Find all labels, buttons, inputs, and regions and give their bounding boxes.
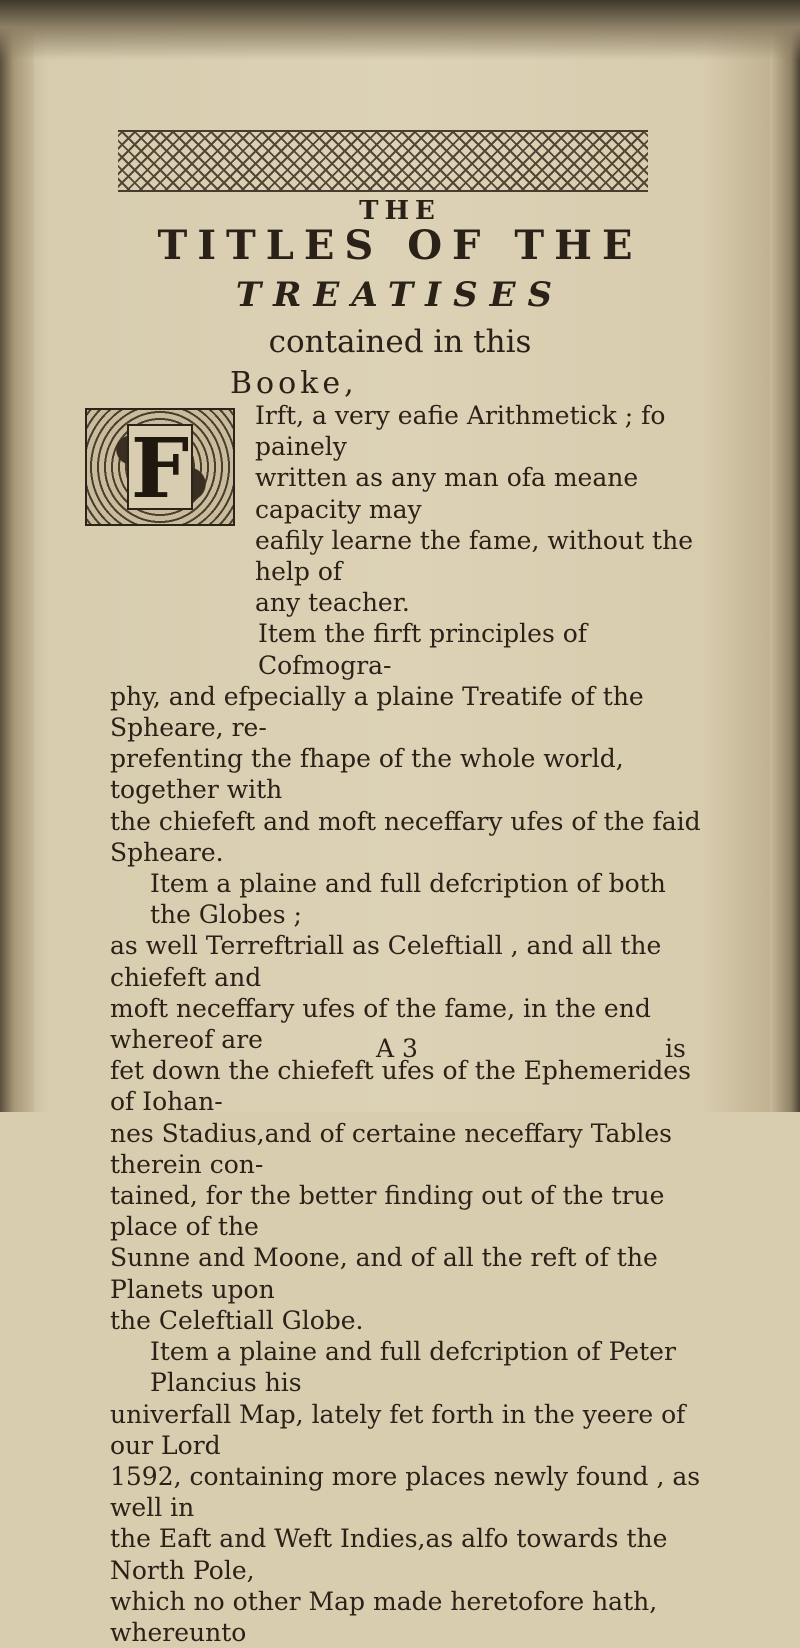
heading-the: THE	[359, 196, 441, 226]
heading-titles: TITLES OF THE	[157, 222, 643, 269]
text-line: which no other Map made heretofore hath, whereunto	[110, 1586, 658, 1647]
text-line: moft neceffary ufes of the fame, in the end whereof are	[110, 993, 651, 1055]
text-line: fet down the chiefeft ufes of the Ephemerides of Iohan-	[110, 1056, 691, 1117]
text-line: univerfall Map, lately fet forth in the yeere of our Lord	[110, 1399, 686, 1460]
text-line: the Celeftiall Globe.	[110, 1305, 364, 1335]
text-line: phy, and efpecially a plaine Treatife of the Spheare, re-	[110, 681, 644, 743]
signature-mark: A 3	[376, 1034, 418, 1063]
text-line: the chiefeft and moft neceffary ufes of the faid Spheare.	[110, 806, 701, 867]
paragraph-cosmography	[110, 618, 710, 868]
text-line: Item a plaine and full defcription of Peter Plancius his	[150, 1337, 676, 1398]
text-line: written as any man ofa meane capacity may	[255, 463, 639, 524]
paragraph-arithmetick	[110, 400, 710, 618]
text-line: any teacher.	[255, 588, 410, 618]
body-text	[110, 400, 710, 1648]
text-line: 1592, containing more places newly found , as well in	[110, 1461, 701, 1523]
decorative-headpiece	[118, 130, 648, 192]
text-line: tained, for the better finding out of the true place of the	[110, 1181, 665, 1242]
page-left-edge	[0, 0, 34, 1112]
text-line: eafily learne the fame, without the help of	[255, 525, 694, 587]
initial-letter: F	[127, 424, 193, 510]
page-right-edge	[770, 0, 800, 1112]
text-line: nes Stadius,and of certaine neceffary Tables therein con-	[110, 1118, 673, 1179]
catchword: is	[665, 1034, 686, 1063]
heading-treatises: TREATISES	[235, 275, 565, 315]
paragraph-globes	[110, 868, 710, 1336]
text-line: Sunne and Moone, and of all the reft of the Planets upon	[110, 1243, 658, 1304]
text-line: Irft, a very eafie Arithmetick ; fo painely	[255, 401, 666, 462]
heading-booke: Booke,	[230, 366, 358, 401]
paragraph-map	[110, 1336, 710, 1648]
text-line: as well Terreftriall as Celeftiall , and all the chiefeft and	[110, 931, 662, 992]
heading-contained: contained in this	[268, 324, 532, 360]
text-line: Item the firft principles of Cofmogra-	[258, 619, 588, 680]
text-line: prefenting the fhape of the whole world, together with	[110, 744, 624, 805]
page-top-shadow	[0, 0, 800, 60]
text-line: the Eaft and Weft Indies,as alfo towards the North Pole,	[110, 1524, 668, 1585]
text-line: Item a plaine and full defcription of both the Globes ;	[150, 869, 666, 930]
